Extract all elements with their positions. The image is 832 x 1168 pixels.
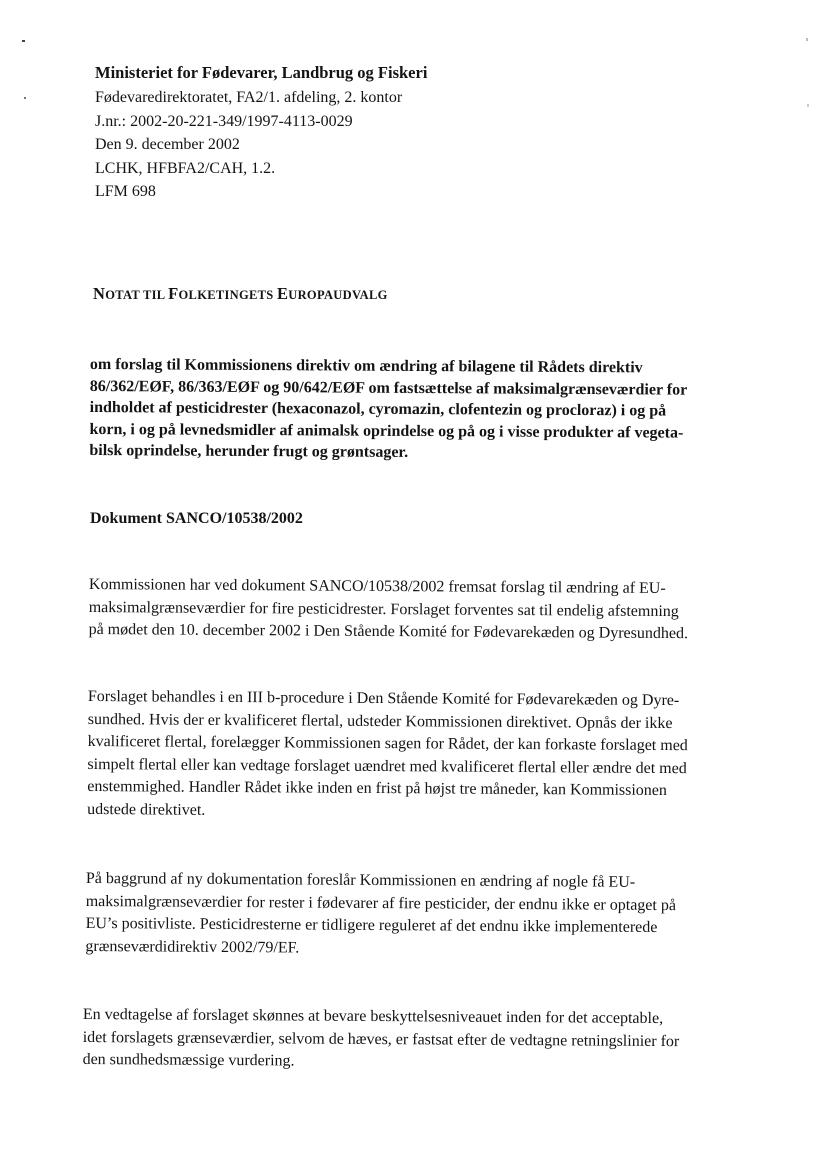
- title-rest: UROPAUDVALG: [288, 288, 388, 302]
- paragraph-line: grænseværdidirektiv 2002/79/EF.: [85, 937, 300, 956]
- memo-title: [93, 284, 388, 304]
- subject-line: bilsk oprindelse, herunder frugt og grøntsager.: [89, 441, 409, 461]
- subject-line: indholdet af pesticidrester (hexaconazol, cyromazin, clofentezin og procloraz) i og på: [89, 398, 667, 420]
- paragraph-line: kvalificeret flertal, forelægger Kommissionen sagen for Rådet, der kan forkaste forslaget med: [87, 732, 688, 755]
- subject-line: korn, i og på levnedsmidler af animalsk oprindelse og på og i visse produkter af vegeta-: [89, 420, 684, 442]
- paragraph-line: enstemmighed. Handler Rådet ikke inden en frist på højst tre måneder, kan Kommissionen: [87, 777, 667, 800]
- title-rest: OTAT TIL: [105, 288, 169, 302]
- paragraph-line: EU’s positivliste. Pesticidresterne er tidligere reguleret af det endnu ikke implementerede: [85, 914, 658, 936]
- paragraph-line: simpelt flertal eller kan vedtage forslaget uændret med kvalificeret flertal eller ændre det med: [87, 755, 687, 777]
- document-reference: Dokument SANCO/10538/2002: [90, 510, 303, 527]
- letterhead: [95, 60, 427, 204]
- paragraph-line: idet forslagets grænseværdier, selvom de hæves, er fastsat efter de vedtagne retningslinier for: [82, 1028, 680, 1050]
- paragraph-3: [85, 868, 676, 962]
- paragraph-1: [89, 574, 689, 646]
- paragraph-4: [83, 1004, 680, 1076]
- title-cap: F: [168, 284, 179, 303]
- reference-code: LCHK, HFBFA2/CAH, 1.2.: [95, 159, 276, 177]
- title-rest: OLKETINGETS: [178, 288, 277, 302]
- department: Fødevaredirektoratet, FA2/1. afdeling, 2. kontor: [95, 89, 403, 106]
- paragraph-line: Kommissionen har ved dokument SANCO/10538/2002 fremsat forslag til ændring af EU-: [88, 575, 666, 598]
- scan-speck: [806, 38, 808, 41]
- paragraph-line: maksimalgrænseværdier for rester i fødevarer af fire pesticider, der endnu ikke er optaget på: [85, 892, 677, 914]
- scan-speck: [22, 40, 25, 42]
- ministry-name: Ministeriet for Fødevarer, Landbrug og Fiskeri: [95, 63, 428, 82]
- title-cap: N: [93, 284, 106, 303]
- paragraph-line: på mødet den 10. december 2002 i Den Stående Komité for Fødevarekæden og Dyresundhed.: [88, 620, 689, 643]
- paragraph-line: Forslaget behandles i en III b-procedure i Den Stående Komité for Fødevarekæden og Dyre-: [87, 687, 680, 710]
- paragraph-line: En vedtagelse af forslaget skønnes at bevare beskyttelsesniveauet inden for det acceptable,: [82, 1005, 664, 1028]
- journal-number: J.nr.: 2002-20-221-349/1997-4113-0029: [95, 112, 353, 130]
- lfm-number: LFM 698: [95, 183, 156, 200]
- scan-speck: [807, 104, 809, 107]
- subject-line: om forslag til Kommissionens direktiv om ændring af bilagene til Rådets direktiv: [89, 355, 643, 377]
- paragraph-line: den sundhedsmæssige vurdering.: [82, 1050, 295, 1070]
- paragraph-line: På baggrund af ny dokumentation foreslår Kommissionen en ændring af nogle få EU-: [85, 869, 636, 891]
- paragraph-2: [87, 686, 688, 825]
- scan-speck: [24, 97, 26, 99]
- paragraph-line: udstede direktivet.: [87, 800, 206, 819]
- document-date: Den 9. december 2002: [95, 136, 240, 153]
- paragraph-line: maksimalgrænseværdier for fire pesticidrester. Forslaget forventes sat til endelig afstemning: [88, 598, 679, 620]
- paragraph-line: sundhed. Hvis der er kvalificeret flertal, udsteder Kommissionen direktivet. Opnås der ikke: [87, 710, 673, 732]
- subject-line: 86/362/EØF, 86/363/EØF og 90/642/EØF om fastsættelse af maksimalgrænseværdier for: [89, 377, 688, 399]
- subject-heading: [89, 354, 730, 465]
- title-cap: E: [276, 284, 289, 303]
